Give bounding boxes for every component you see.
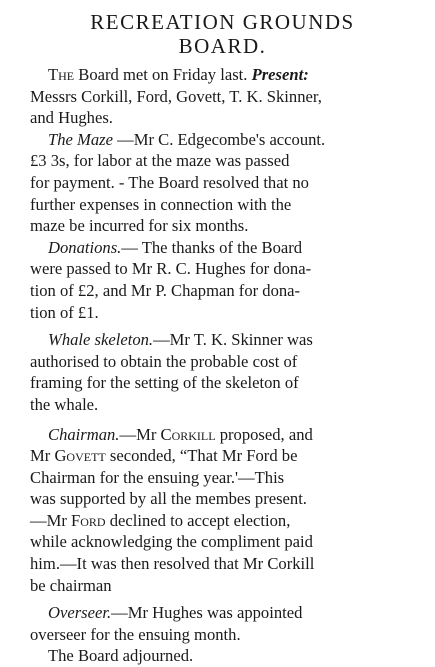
chairman-line-4: was supported by all the membes present. bbox=[30, 489, 307, 509]
maze-line-4: further expenses in connection with the bbox=[30, 194, 292, 214]
intro-line-3: and Hughes. bbox=[30, 108, 113, 128]
whale-line-3: framing for the setting of the skeleton of bbox=[30, 373, 299, 393]
donations-line-2: were passed to Mr R. C. Hughes for dona- bbox=[30, 259, 312, 279]
article-title bbox=[30, 10, 415, 58]
maze-line-3: for payment. - The Board resolved that no bbox=[30, 172, 309, 192]
chairman-line-6: while acknowledging the compliment paid bbox=[30, 532, 313, 552]
maze-line-1: —Mr C. Edgecombe's account. bbox=[112, 129, 326, 149]
whale-line-2: authorised to obtain the probable cost of bbox=[30, 351, 298, 371]
overseer-line-1: —Mr Hughes was appointed bbox=[111, 603, 303, 623]
donations-paragraph bbox=[30, 237, 415, 323]
maze-line-5: maze be incurred for six months. bbox=[30, 216, 249, 236]
overseer-line-2: overseer for the ensuing month. bbox=[30, 624, 241, 644]
whale-heading: Whale skeleton. bbox=[48, 330, 154, 350]
title-line-1: RECREATION GROUNDS bbox=[90, 10, 355, 34]
chairman-paragraph: Chairman.—Mr Corkill proposed, and Mr Govett seconded, “That Mr Ford be Chairman for the ensuing year.'—This was supported by all the membes present. —Mr Ford declined to accept election, while acknowledging the compliment paid him.—It was then resolved that Mr Corkill be chairman bbox=[30, 424, 415, 597]
chairman-heading: Chairman. bbox=[48, 424, 120, 444]
closing-line: The Board adjourned. bbox=[48, 646, 194, 666]
intro-line-1: Board met on Friday last. bbox=[74, 65, 248, 84]
chairman-line-5: —Mr Ford declined to accept election, bbox=[30, 510, 291, 530]
intro-lead: The bbox=[48, 65, 75, 84]
intro-line-2: Messrs Corkill, Ford, Govett, T. K. Skinner, bbox=[30, 86, 322, 106]
whale-line-4: the whale. bbox=[30, 394, 99, 414]
chairman-line-8: be chairman bbox=[30, 575, 112, 595]
overseer-paragraph bbox=[30, 602, 415, 667]
maze-line-2: £3 3s, for labor at the maze was passed bbox=[30, 151, 290, 171]
name-govett: Govett bbox=[54, 446, 106, 466]
name-ford: Ford bbox=[71, 510, 106, 530]
maze-paragraph bbox=[30, 129, 415, 237]
maze-heading: The Maze bbox=[48, 129, 113, 149]
whale-line-1: —Mr T. K. Skinner was bbox=[153, 330, 313, 350]
chairman-line-3: Chairman for the ensuing year.'—This bbox=[30, 467, 285, 487]
donations-heading: Donations. bbox=[48, 237, 122, 257]
donations-line-3: tion of £2, and Mr P. Chapman for dona- bbox=[30, 280, 301, 300]
name-corkill: Corkill bbox=[160, 424, 216, 444]
intro-paragraph bbox=[30, 64, 415, 129]
title-line-2: BOARD. bbox=[178, 34, 267, 58]
chairman-line-7: him.—It was then resolved that Mr Corkill bbox=[30, 554, 315, 574]
donations-line-1: — The thanks of the Board bbox=[121, 237, 303, 257]
overseer-heading: Overseer. bbox=[48, 603, 112, 623]
chairman-line-2: Mr Govett seconded, “That Mr Ford be bbox=[30, 446, 298, 466]
whale-paragraph bbox=[30, 329, 415, 415]
present-label: Present: bbox=[247, 65, 309, 84]
donations-line-4: tion of £1. bbox=[30, 302, 99, 322]
